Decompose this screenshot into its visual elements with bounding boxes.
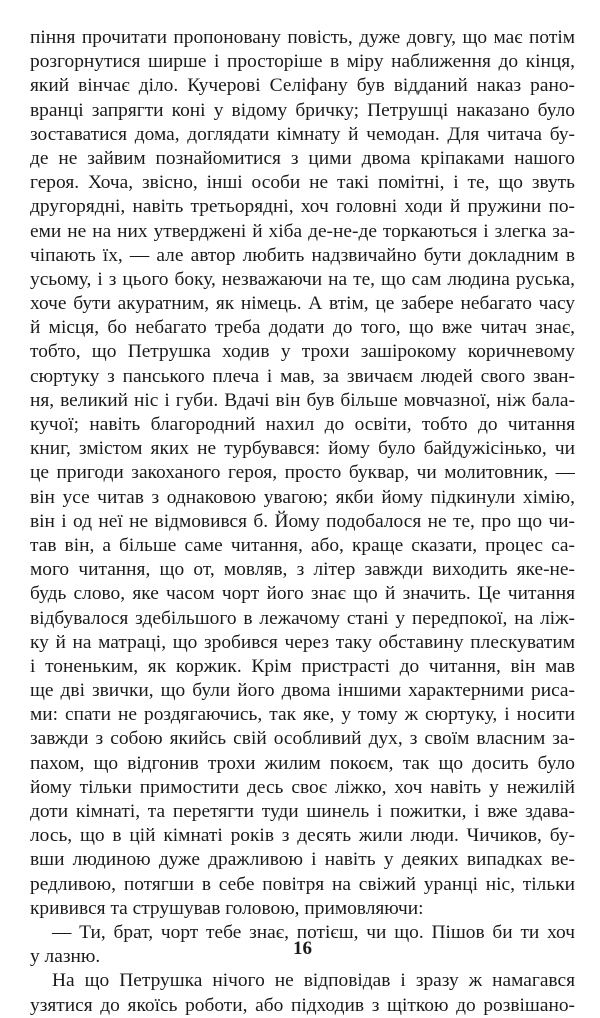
text-line: який вінчає діло. Кучерові Селіфану був відданий наказ рано- [30,75,575,97]
text-line: героя. Хоча, звісно, інші особи не такі помітні, і те, що звуть [30,172,575,194]
book-page [30,26,575,1016]
text-line: кучої; навіть благородний нахил до освіти, тобто до читання [30,414,575,435]
text-line: ще дві звички, що були його двома іншими характерними риса- [30,680,575,702]
text-line: зоставатися дома, доглядати кімнату й чемодан. Для читача бу- [30,123,575,145]
text-line: і тоненьким, як коржик. Крім пристрасті до читання, він мав [30,655,575,677]
text-line: еми не на них утверджені й хіба де-не-де торкаються і злегка за- [30,220,575,242]
text-line: вши людиною дуже дражливою і навіть у деяких випадках ве- [30,849,575,871]
text-line: На що Петрушка нічого не відповідав і зразу ж намагався [52,970,575,992]
text-line: ня, великий ніс і губи. Вдачі він був більше мовчазної, ніж бала- [30,389,575,411]
text-line: йому тільки примостити десь своє ліжко, хоч навіть у нежилій [30,776,575,798]
text-line: хоче бути акуратним, як німець. А втім, це забере небагато часу [30,293,575,315]
text-line: ми: спати не роздягаючись, так яке, у тому ж сюртуку, і носити [30,704,575,726]
text-line: й місця, бо небагато треба додати до того, що вже читач знає, [30,317,575,339]
text-line: узятися до якоїсь роботи, або підходив з щіткою до розвішано- [30,994,575,1016]
text-line: тобто, що Петрушка ходив у трохи зашірокому коричневому [30,341,575,363]
text-line: піння прочитати пропоновану повість, дуже довгу, що має потім [30,27,575,48]
text-line: завжди з собою якийсь свій особливий дух, з своїм власним за- [30,728,575,750]
text-line: доти кімнаті, та перетягти туди шинель і пожитки, і вже здава- [30,801,575,822]
text-line: редливою, потягши в себе повітря на свіжий уранці ніс, тільки [30,873,575,895]
text-line: тав він, а більше саме читання, або, краще сказати, процес са- [30,534,575,556]
text-line: він усе читав з однаковою увагою; якби йому підкинули хімію, [30,486,575,508]
text-line: ку й на матраці, що зробився через таку обставину плескуватим [30,631,575,653]
text-line: мого читання, що от, мовляв, з літер завжди виходить яке-не- [30,559,575,581]
text-line: — Ти, брат, чорт тебе знає, потієш, чи що. Пішов би ти хоч [52,921,575,943]
text-line: кривився та струшував головою, примовляючи: [30,897,424,919]
text-line: у лазню. [30,946,101,968]
text-line: книг, змістом яких не турбувався: йому було байдужісінько, чи [30,438,575,460]
text-line: вранці запрягти коні у відому бричку; Петрушці наказано було [30,99,575,121]
text-line: де не зайвим познайомитися з цими двома кріпаками нашого [30,147,575,169]
text-line: лось, що в цій кімнаті років з десять жили люди. Чичиков, бу- [30,825,575,847]
text-line: чіпають їх, — але автор любить надзвичайно бути докладним в [30,244,575,266]
text-line: усьому, і з цього боку, незважаючи на те, що сам людина руська, [30,268,575,290]
text-line: він і од неї не відмовився б. Йому подобалося не те, про що чи- [30,510,575,532]
text-line: другорядні, навіть третьорядні, хоч головні ходи й пружини по- [30,196,575,218]
text-line: сюртуку з панського плеча і мав, за звичаєм людей свого зван- [30,365,575,387]
page-number: 16 [293,938,312,959]
text-line: розгорнутися ширше і просторіше в міру наближення до кінця, [30,51,575,73]
text-line: це пригоди закоханого героя, просто буквар, чи молитовник, — [30,462,575,484]
text-line: будь слово, яке часом чорт його знає що й значить. Це читання [30,583,575,605]
page-text [30,26,575,1018]
text-line: відбувалося здебільшого в лежачому стані у передпокої, на ліж- [30,607,575,629]
text-line: пахом, що відгонив трохи жилим покоєм, так що досить було [30,752,575,774]
